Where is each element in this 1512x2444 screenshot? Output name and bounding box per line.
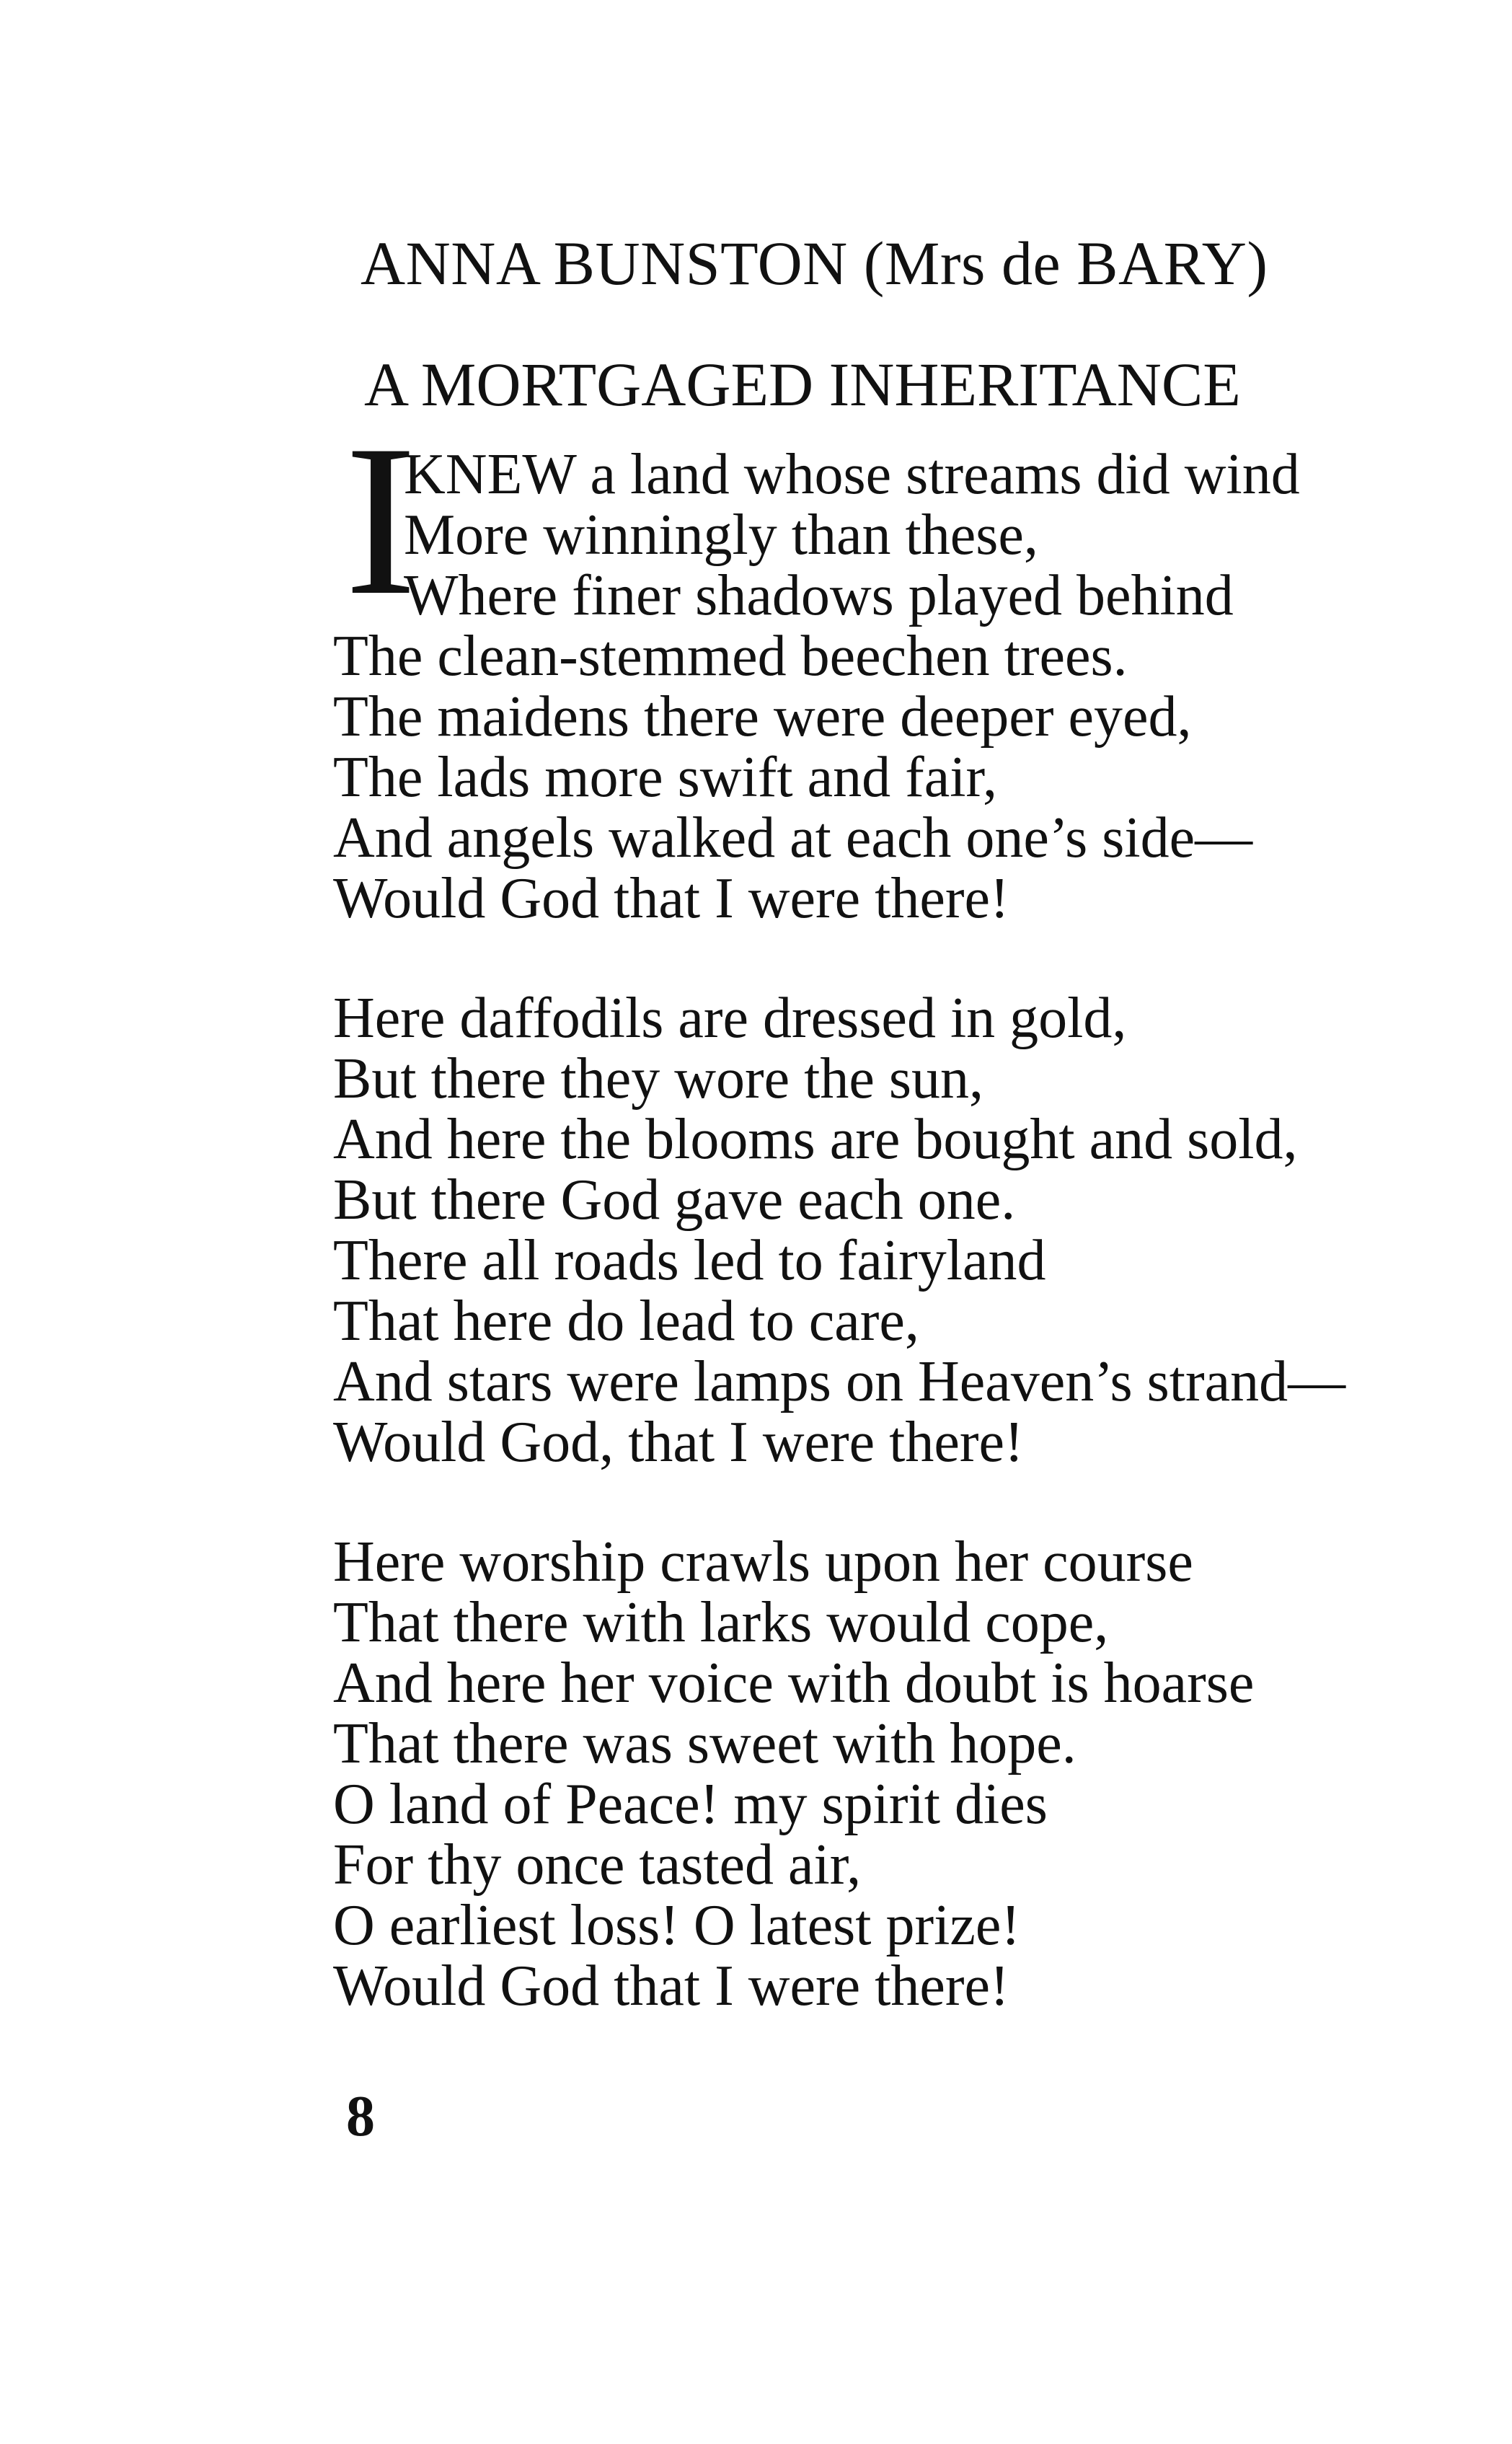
poem-line: KNEW a land whose streams did wind [404,443,1300,506]
poem-line: But there God gave each one. [333,1168,1016,1232]
drop-cap: I [345,400,417,640]
poem-line: The clean-stemmed beechen trees. [333,625,1128,688]
poem-line: That here do lead to care, [333,1289,919,1353]
poem-line: And stars were lamps on Heaven’s strand— [333,1350,1346,1413]
poem-line: O land of Peace! my spirit dies [333,1773,1048,1836]
poem-line: There all roads led to fairyland [333,1229,1046,1292]
poem-line: Here worship crawls upon her course [333,1530,1193,1594]
poem-line: Would God that I were there! [333,1954,1009,2018]
poem-line: And here her voice with doubt is hoarse [333,1651,1255,1715]
poem-line: Where finer shadows played behind [404,564,1234,627]
poem-line: More winningly than these, [404,503,1038,567]
page-number: 8 [346,2085,375,2148]
poem-line: Would God, that I were there! [333,1411,1024,1474]
poem-line: The maidens there were deeper eyed, [333,685,1192,749]
poem-line: But there they wore the sun, [333,1047,983,1111]
poem-line: That there was sweet with hope. [333,1712,1076,1775]
poem-line: Would God that I were there! [333,867,1009,930]
poem-line: And here the blooms are bought and sold, [333,1108,1298,1171]
author-heading: ANNA BUNSTON (Mrs de BARY) [361,229,1268,298]
poem-line: The lads more swift and fair, [333,746,997,809]
poem-title: A MORTGAGED INHERITANCE [364,350,1241,419]
poem-line: That there with larks would cope, [333,1591,1109,1654]
poem-line: For thy once tasted air, [333,1833,862,1897]
poem-line: Here daffodils are dressed in gold, [333,987,1127,1050]
poem-line: And angels walked at each one’s side— [333,806,1253,870]
poem-line: O earliest loss! O latest prize! [333,1894,1021,1957]
